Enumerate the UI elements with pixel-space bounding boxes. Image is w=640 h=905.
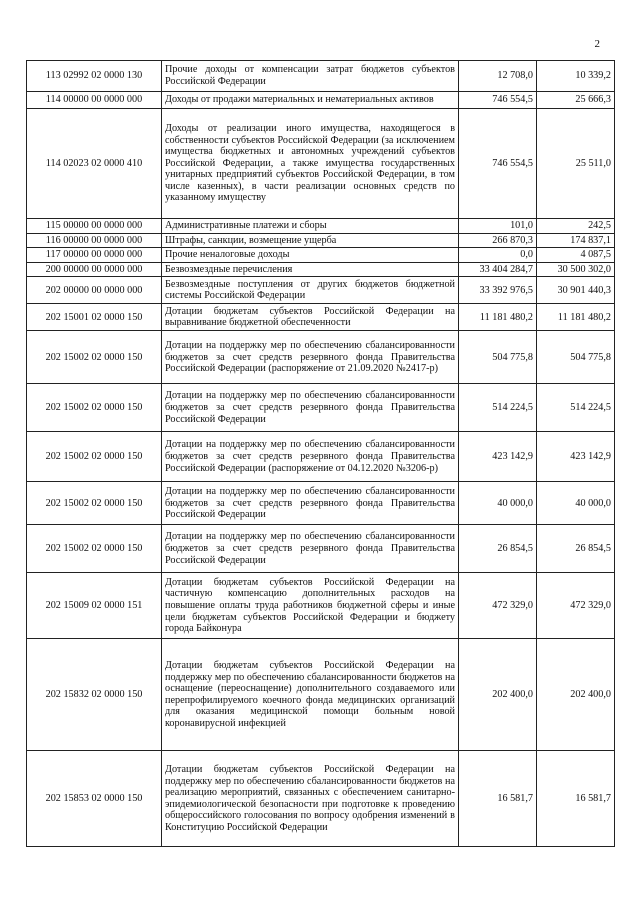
- table-row: [27, 262, 615, 277]
- row-code: 202 15002 02 0000 150: [27, 384, 162, 432]
- table-row: [27, 751, 615, 847]
- row-code: 114 02023 02 0000 410: [27, 109, 162, 219]
- row-name: Прочие неналоговые доходы: [162, 248, 459, 263]
- row-code: 202 15009 02 0000 151: [27, 573, 162, 639]
- row-name: Доходы от реализации иного имущества, находящегося в собственности субъектов Российской Федерации (за исключением имущества бюджетных и автономных учреждений субъектов Российской Федерации, а также имущества государственных унитарных предприятий субъектов Российской Федерации, в том числе казенных), в части реализации основных средств по указанному имуществу: [162, 109, 459, 219]
- row-value-1: 746 554,5: [459, 109, 537, 219]
- row-code: 202 15002 02 0000 150: [27, 525, 162, 573]
- row-value-2: 202 400,0: [537, 639, 615, 751]
- row-value-2: 25 666,3: [537, 92, 615, 109]
- row-name: Штрафы, санкции, возмещение ущерба: [162, 233, 459, 248]
- row-value-2: 423 142,9: [537, 432, 615, 482]
- row-name: Дотации на поддержку мер по обеспечению сбалансированности бюджетов за счет средств резервного фонда Правительства Российской Федерации: [162, 384, 459, 432]
- row-value-1: 16 581,7: [459, 751, 537, 847]
- row-value-1: 12 708,0: [459, 61, 537, 92]
- row-code: 200 00000 00 0000 000: [27, 262, 162, 277]
- row-value-2: 4 087,5: [537, 248, 615, 263]
- row-code: 202 15002 02 0000 150: [27, 482, 162, 525]
- row-code: 117 00000 00 0000 000: [27, 248, 162, 263]
- row-code: 202 15001 02 0000 150: [27, 304, 162, 331]
- row-value-1: 266 870,3: [459, 233, 537, 248]
- row-value-1: 33 392 976,5: [459, 277, 537, 304]
- page-number: 2: [594, 38, 600, 50]
- table-row: [27, 61, 615, 92]
- row-name: Доходы от продажи материальных и нематериальных активов: [162, 92, 459, 109]
- row-value-2: 504 775,8: [537, 331, 615, 384]
- row-name: Прочие доходы от компенсации затрат бюджетов субъектов Российской Федерации: [162, 61, 459, 92]
- row-value-1: 423 142,9: [459, 432, 537, 482]
- row-value-1: 504 775,8: [459, 331, 537, 384]
- row-name: Безвозмездные поступления от других бюджетов бюджетной системы Российской Федерации: [162, 277, 459, 304]
- row-code: 202 15853 02 0000 150: [27, 751, 162, 847]
- row-value-2: 10 339,2: [537, 61, 615, 92]
- table-row: [27, 92, 615, 109]
- row-value-1: 40 000,0: [459, 482, 537, 525]
- row-value-2: 30 500 302,0: [537, 262, 615, 277]
- row-value-1: 26 854,5: [459, 525, 537, 573]
- row-value-1: 0,0: [459, 248, 537, 263]
- row-value-1: 33 404 284,7: [459, 262, 537, 277]
- row-name: Дотации бюджетам субъектов Российской Федерации на частичную компенсацию дополнительных расходов на повышение оплаты труда работников бюджетной сферы и иные цели бюджетам субъектов Российской Федерации и бюджету города Байконура: [162, 573, 459, 639]
- table-row: [27, 233, 615, 248]
- row-name: Дотации бюджетам субъектов Российской Федерации на поддержку мер по обеспечению сбалансированности бюджетов на реализацию мероприятий, связанных с обеспечением санитарно-эпидемиологической безопасности при подготовке к проведению общероссийского голосования по вопросу одобрения изменений в Конституцию Российской Федерации: [162, 751, 459, 847]
- row-name: Дотации бюджетам субъектов Российской Федерации на поддержку мер по обеспечению сбалансированности бюджетов на оснащение (переоснащение) дополнительного создаваемого или перепрофилируемого коечного фонда медицинских организаций для оказания медицинской помощи больным новой коронавирусной инфекцией: [162, 639, 459, 751]
- table-row: [27, 277, 615, 304]
- table-row: [27, 304, 615, 331]
- row-value-2: 472 329,0: [537, 573, 615, 639]
- row-name: Дотации на поддержку мер по обеспечению сбалансированности бюджетов за счет средств резервного фонда Правительства Российской Федерации: [162, 482, 459, 525]
- row-name: Дотации на поддержку мер по обеспечению сбалансированности бюджетов за счет средств резервного фонда Правительства Российской Федерации (распоряжение от 04.12.2020 №3206-р): [162, 432, 459, 482]
- table-row: [27, 432, 615, 482]
- row-code: 202 15002 02 0000 150: [27, 432, 162, 482]
- row-value-2: 11 181 480,2: [537, 304, 615, 331]
- table-row: [27, 109, 615, 219]
- table-row: [27, 331, 615, 384]
- row-name: Безвозмездные перечисления: [162, 262, 459, 277]
- table-row: [27, 525, 615, 573]
- row-name: Дотации на поддержку мер по обеспечению сбалансированности бюджетов за счет средств резервного фонда Правительства Российской Федерации: [162, 525, 459, 573]
- row-value-2: 174 837,1: [537, 233, 615, 248]
- budget-revenue-table: [26, 60, 615, 847]
- row-value-1: 746 554,5: [459, 92, 537, 109]
- row-value-2: 514 224,5: [537, 384, 615, 432]
- row-value-2: 40 000,0: [537, 482, 615, 525]
- row-name: Административные платежи и сборы: [162, 219, 459, 234]
- row-value-2: 30 901 440,3: [537, 277, 615, 304]
- row-value-1: 202 400,0: [459, 639, 537, 751]
- row-value-1: 472 329,0: [459, 573, 537, 639]
- table-row: [27, 573, 615, 639]
- table-row: [27, 384, 615, 432]
- row-value-2: 16 581,7: [537, 751, 615, 847]
- table-row: [27, 482, 615, 525]
- row-value-2: 25 511,0: [537, 109, 615, 219]
- row-value-2: 242,5: [537, 219, 615, 234]
- row-name: Дотации на поддержку мер по обеспечению сбалансированности бюджетов за счет средств резервного фонда Правительства Российской Федерации (распоряжение от 21.09.2020 №2417-р): [162, 331, 459, 384]
- row-code: 202 15002 02 0000 150: [27, 331, 162, 384]
- row-name: Дотации бюджетам субъектов Российской Федерации на выравнивание бюджетной обеспеченности: [162, 304, 459, 331]
- row-value-1: 11 181 480,2: [459, 304, 537, 331]
- row-code: 202 00000 00 0000 000: [27, 277, 162, 304]
- row-code: 115 00000 00 0000 000: [27, 219, 162, 234]
- row-code: 114 00000 00 0000 000: [27, 92, 162, 109]
- row-value-1: 514 224,5: [459, 384, 537, 432]
- row-value-2: 26 854,5: [537, 525, 615, 573]
- row-code: 116 00000 00 0000 000: [27, 233, 162, 248]
- table-row: [27, 219, 615, 234]
- row-code: 113 02992 02 0000 130: [27, 61, 162, 92]
- table-row: [27, 639, 615, 751]
- table-row: [27, 248, 615, 263]
- row-code: 202 15832 02 0000 150: [27, 639, 162, 751]
- row-value-1: 101,0: [459, 219, 537, 234]
